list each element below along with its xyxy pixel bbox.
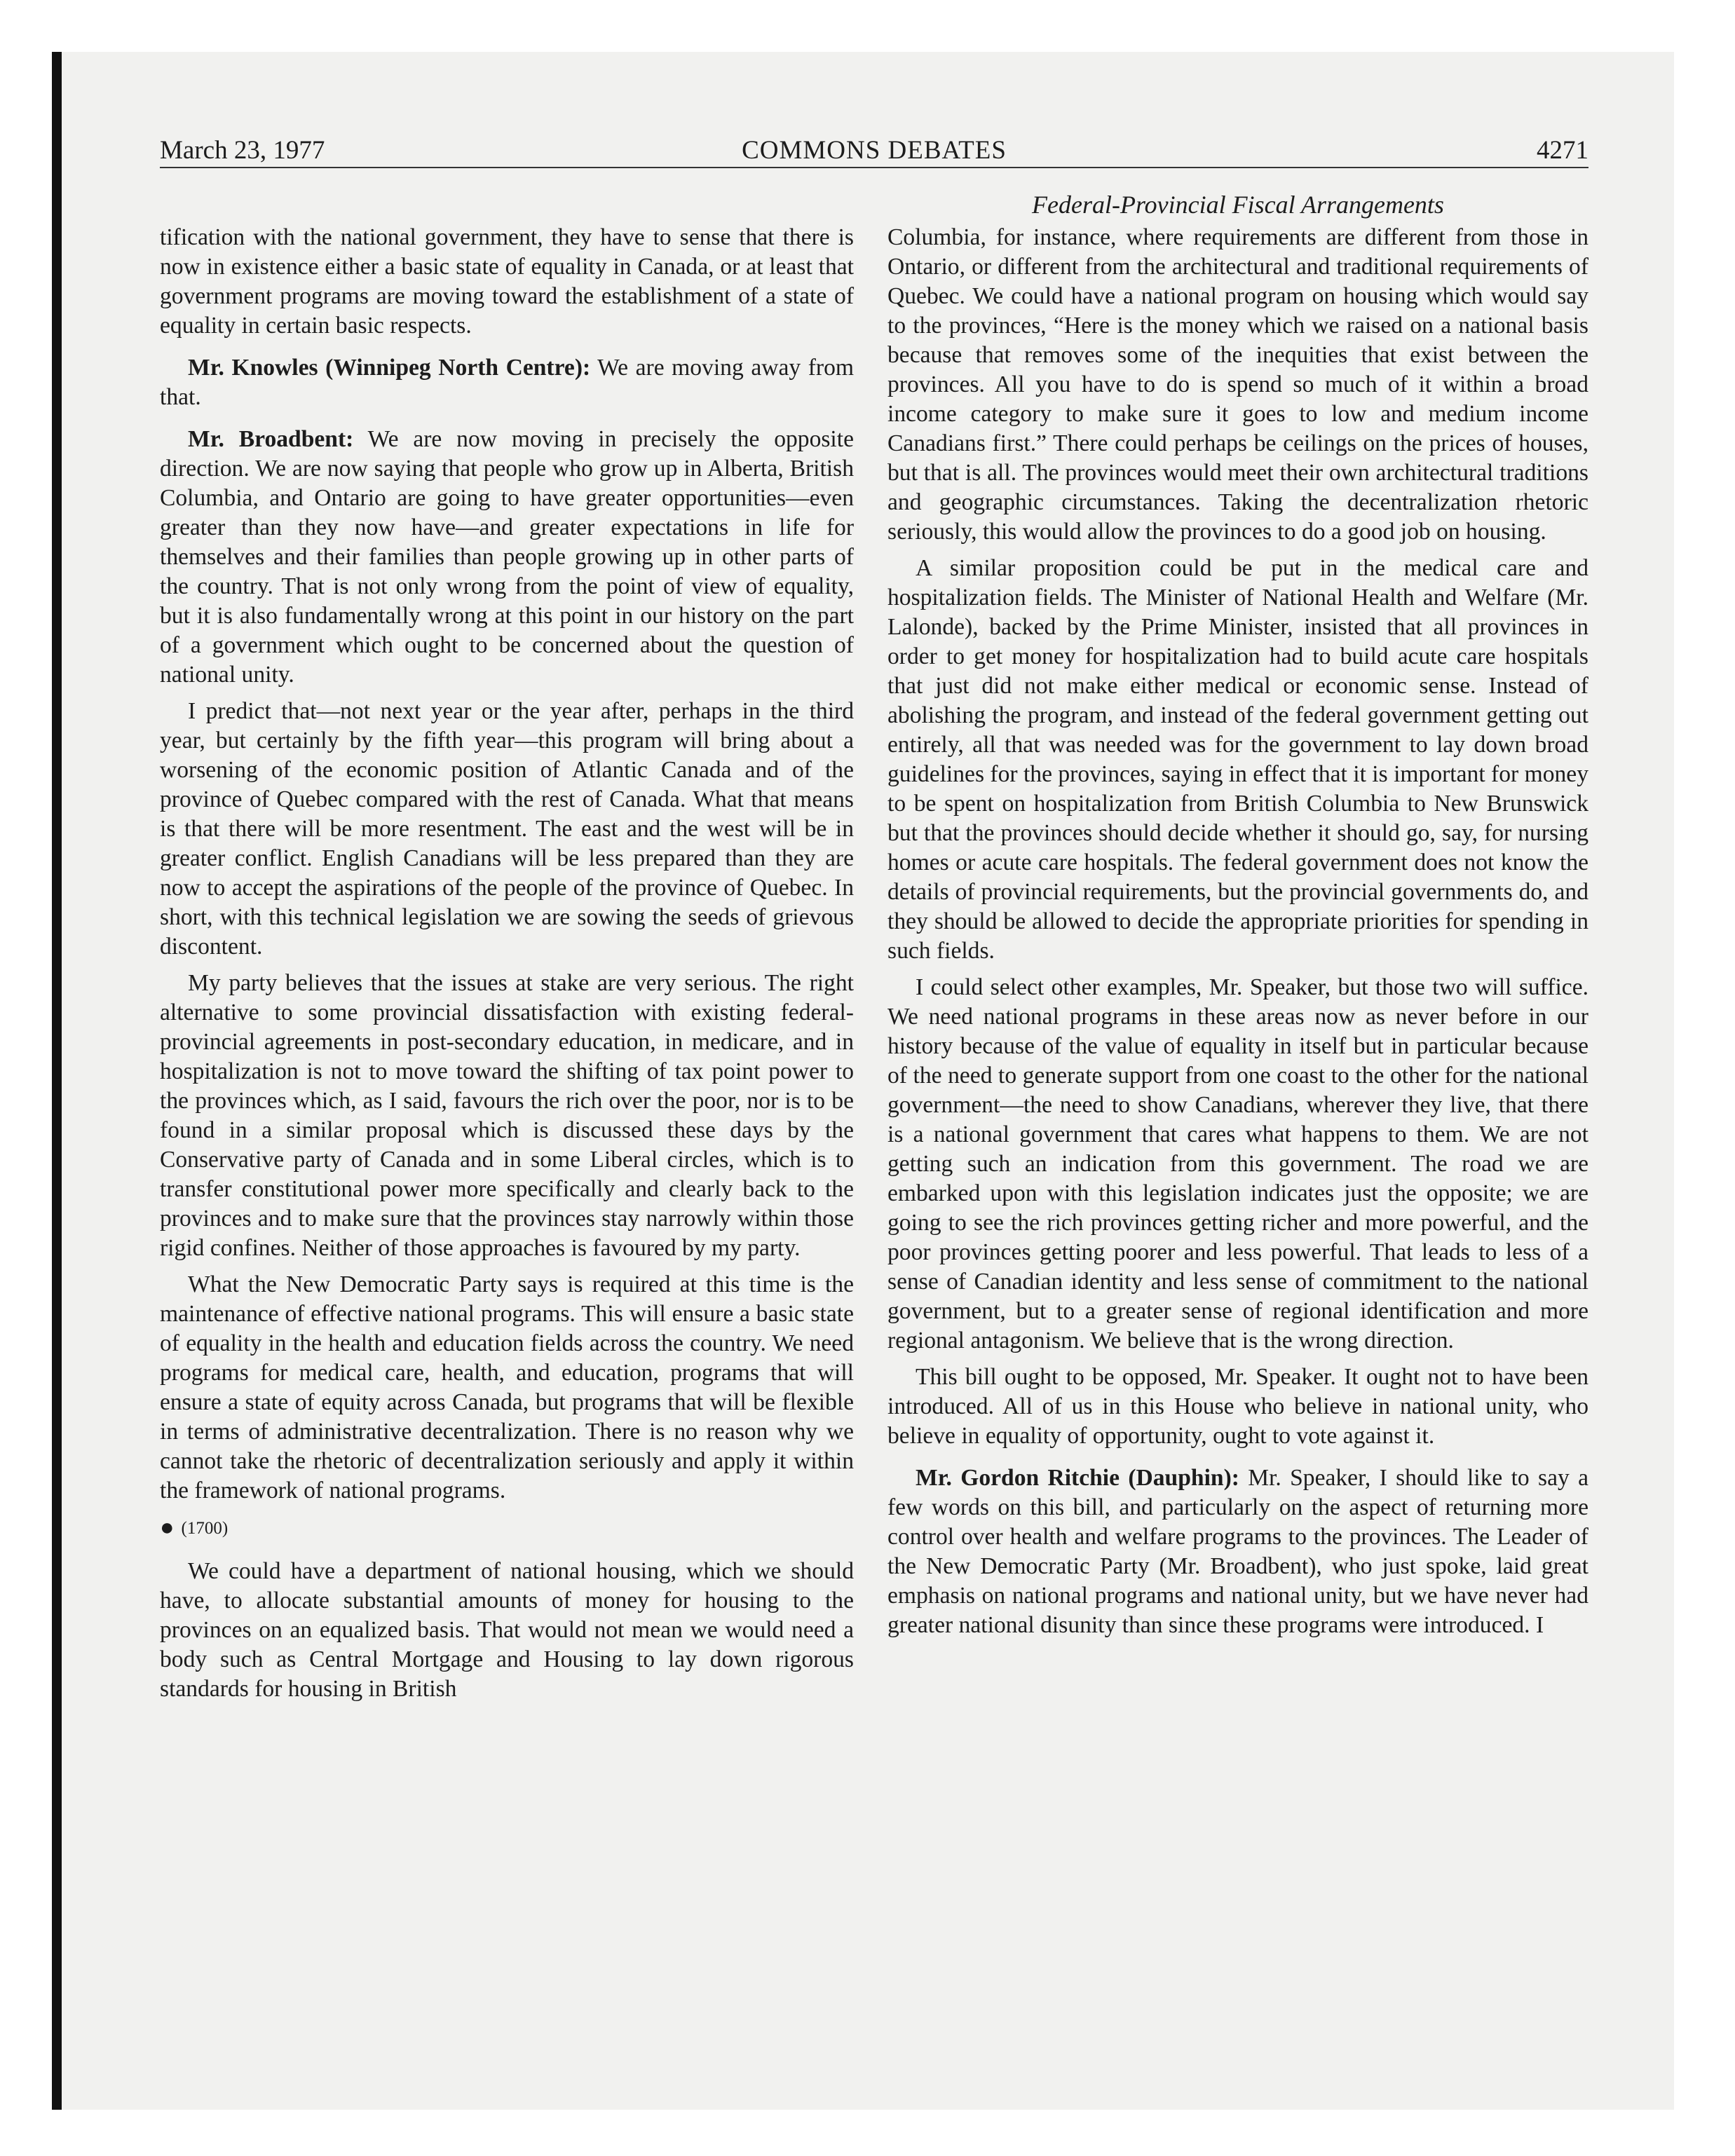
speaker-name: Mr. Knowles (Winnipeg North Centre):	[188, 355, 591, 381]
speaker-name: Mr. Broadbent:	[188, 426, 354, 452]
bullet-icon: ●	[160, 1515, 175, 1541]
paragraph: I could select other examples, Mr. Speaker, but those two will suffice. We need national programs in these areas now as never before in our history because of the value of equality in itself but in particular because of the need to generate support from one coast to the other for the national government—the need to show Canadians, wherever they live, that there is a national government that cares what happens to them. We are not getting such an indication from this government. The road we are embarked upon with this legislation indicates just the opposite; we are going to see the rich provinces getting richer and more powerful, and the poor provinces getting poorer and less powerful. That leads to less of a sense of Canadian identity and less sense of commitment to the national government, but to a greater sense of regional identification and more regional antagonism. We believe that is the wrong direction.	[887, 974, 1588, 1353]
speech-paragraph	[160, 353, 854, 412]
paragraph: tification with the national government, they have to sense that there is now in existence either a basic state of equality in Canada, or at least that government programs are moving toward the establishment of a state of equality in certain basic respects.	[160, 224, 854, 339]
speech-paragraph	[160, 425, 854, 690]
header-date: March 23, 1977	[160, 136, 325, 165]
header-publication: COMMONS DEBATES	[742, 136, 1007, 165]
paragraph: A similar proposition could be put in the medical care and hospitalization fields. The Minister of National Health and Welfare (Mr. Lalonde), backed by the Prime Minister, insisted that all provinces in order to get money for hospitalization had to build acute care hospitals that just did not make either medical or economic sense. Instead of abolishing the program, and instead of the federal government getting out entirely, all that was needed was for the government to lay down broad guidelines for the provinces, saying in effect that it is important for money to be spent on hospitalization from British Columbia to New Brunswick but that the provinces should decide whether it should go, say, for nursing homes or acute care hospitals. The federal government does not know the details of provincial requirements, but the provincial governments do, and they should be allowed to decide the appropriate priorities for spending in such fields.	[887, 555, 1588, 964]
left-column	[160, 223, 854, 1711]
speaker-name: Mr. Gordon Ritchie (Dauphin):	[916, 1465, 1239, 1491]
right-column	[887, 223, 1588, 1647]
paragraph: We could have a department of national housing, which we should have, to allocate substantial amounts of money for housing to the provinces on an equalized basis. That would not mean we would need a body such as Central Mortgage and Housing to lay down rigorous standards for housing in British	[160, 1558, 854, 1702]
section-title: Federal-Provincial Fiscal Arrangements	[1032, 191, 1444, 219]
time-marker-label: (1700)	[181, 1519, 229, 1538]
paragraph: Columbia, for instance, where requirements are different from those in Ontario, or different from the architectural and traditional requirements of Quebec. We could have a national program on housing which would say to the provinces, “Here is the money which we raised on a national basis because that removes some of the inequities that exist between the provinces. All you have to do is spend so much of it within a broad income category to make sure it goes to low and medium income Canadians first.” There could perhaps be ceilings on the prices of houses, but that is all. The provinces would meet their own architectural traditions and geographic circumstances. Taking the decentralization rhetoric seriously, this would allow the provinces to do a good job on housing.	[887, 224, 1588, 545]
speech-text: We are now moving in precisely the opposite direction. We are now saying that people who grow up in Alberta, British Columbia, and Ontario are going to have greater opportunities—even greater than they now have—and greater expectations in life for themselves and their families than people growing up in other parts of the country. That is not only wrong from the point of view of equality, but it is also fundamentally wrong at this point in our history on the part of a government which ought to be concerned about the question of national unity.	[160, 426, 854, 688]
running-header	[160, 135, 1588, 168]
scan-edge	[52, 52, 62, 2110]
speech-text: Mr. Speaker, I should like to say a few words on this bill, and particularly on the aspect of returning more control over health and welfare programs to the provinces. The Leader of the New Democratic Party (Mr. Broadbent), who just spoke, laid great emphasis on national programs and national unity, but we have never had greater national disunity than since these programs were introduced. I	[887, 1465, 1588, 1638]
header-page-number: 4271	[1537, 136, 1588, 165]
paragraph: This bill ought to be opposed, Mr. Speaker. It ought not to have been introduced. All of us in this House who believe in national unity, who believe in equality of opportunity, ought to vote against it.	[887, 1364, 1588, 1449]
paragraph: I predict that—not next year or the year after, perhaps in the third year, but certainly by the fifth year—this program will bring about a worsening of the economic position of Atlantic Canada and of the province of Quebec compared with the rest of Canada. What that means is that there will be more resentment. The east and the west will be in greater conflict. English Canadians will be less prepared than they are now to accept the aspirations of the people of the province of Quebec. In short, with this technical legislation we are sowing the seeds of grievous discontent.	[160, 698, 854, 960]
speech-text: We are moving away from that.	[160, 355, 855, 410]
paragraph: What the New Democratic Party says is required at this time is the maintenance of effective national programs. This will ensure a basic state of equality in the health and education fields across the country. We need programs for medical care, health, and education, programs that will ensure a state of equity across Canada, but programs that will be flexible in terms of administrative decentralization. There is no reason why we cannot take the rhetoric of decentralization seriously and apply it within the framework of national programs.	[160, 1271, 854, 1503]
time-marker	[160, 1514, 854, 1543]
speech-paragraph	[887, 1464, 1588, 1640]
paragraph: My party believes that the issues at stake are very serious. The right alternative to some provincial dissatisfaction with existing federal-provincial agreements in post-secondary education, in medicare, and in hospitalization is not to move toward the shifting of tax point power to the provinces which, as I said, favours the rich over the poor, nor is to be found in a similar proposal which is discussed these days by the Conservative party of Canada and in some Liberal circles, which is to transfer constitutional power more specifically and clearly back to the provinces and to make sure that the provinces stay narrowly within those rigid confines. Neither of those approaches is favoured by my party.	[160, 970, 854, 1261]
